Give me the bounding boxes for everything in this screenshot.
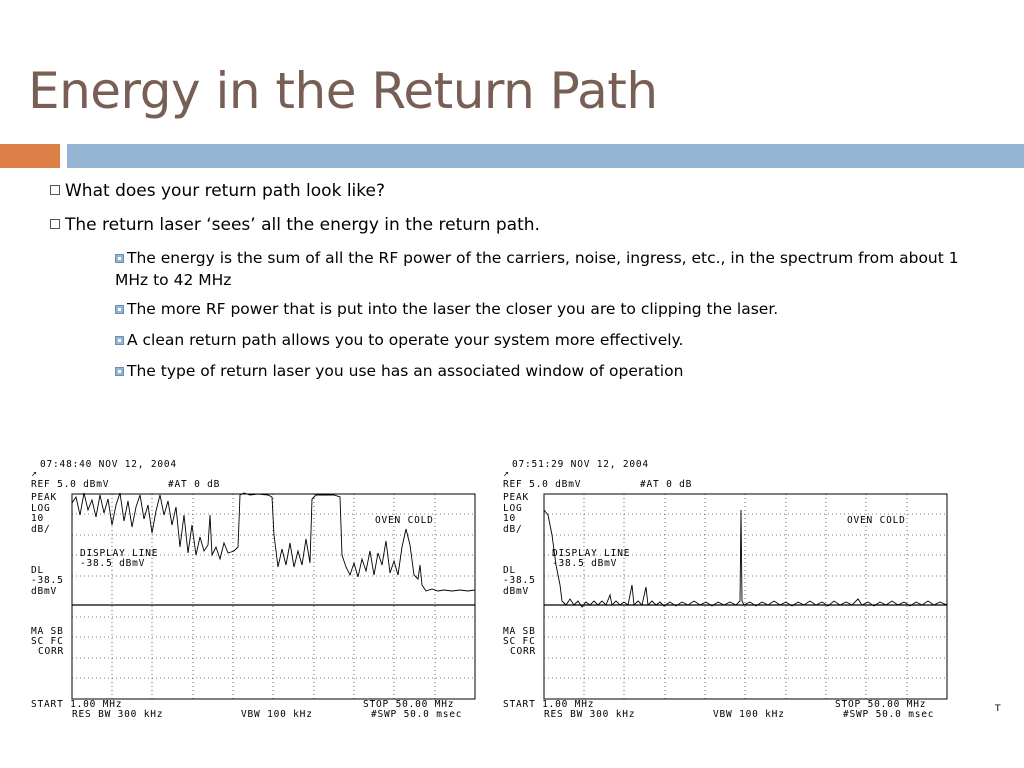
svg-text:dB/: dB/ [503,524,523,535]
bullet-text: What does your return path look like? [65,181,385,201]
filled-square-bullet-icon [115,336,124,345]
spectrum-analyzer-left [28,455,498,725]
svg-text:CORR: CORR [510,646,537,657]
timestamp: 07:51:29 NOV 12, 2004 [512,459,649,470]
svg-text:dBmV: dBmV [31,586,58,597]
subbullet-item [115,298,965,320]
attenuation: #AT 0 dB [640,479,693,490]
svg-text:#SWP 50.0 msec: #SWP 50.0 msec [371,709,463,720]
svg-text:-38.5 dBmV: -38.5 dBmV [552,558,618,569]
filled-square-bullet-icon [115,254,124,263]
svg-text:dBmV: dBmV [503,586,530,597]
bullet-text: The return laser ‘sees’ all the energy in the return path. [65,215,540,235]
subbullet-text: A clean return path allows you to operate your system more effectively. [127,331,684,349]
svg-text:VBW 100 kHz: VBW 100 kHz [713,709,785,720]
svg-text:DISPLAY LINE: DISPLAY LINE [80,548,159,559]
accent-bar-blue [67,144,1024,168]
svg-text:↗: ↗ [31,468,38,479]
svg-text:LOG: LOG [31,503,51,514]
svg-text:#SWP 50.0 msec: #SWP 50.0 msec [843,709,935,720]
subbullet-text: The more RF power that is put into the laser the closer you are to clipping the laser. [127,300,779,318]
subbullet-text: The type of return laser you use has an associated window of operation [127,362,684,380]
timestamp: 07:48:40 NOV 12, 2004 [40,459,177,470]
svg-text:-38.5: -38.5 [503,575,536,586]
filled-square-bullet-icon [115,367,124,376]
svg-text:STOP 50.00 MHz: STOP 50.00 MHz [363,699,455,710]
square-bullet-icon [50,185,60,195]
svg-text:OVEN COLD: OVEN COLD [375,515,434,526]
svg-text:SC FC: SC FC [503,636,536,647]
svg-text:10: 10 [31,513,45,524]
svg-text:START 1.00 MHz: START 1.00 MHz [31,699,123,710]
svg-text:-38.5: -38.5 [31,575,64,586]
svg-text:MA SB: MA SB [31,626,64,637]
svg-text:PEAK: PEAK [503,492,530,503]
square-bullet-icon [50,219,60,229]
svg-text:SC FC: SC FC [31,636,64,647]
bullet-item [50,215,540,235]
svg-text:DL: DL [31,565,45,576]
bullet-item [50,181,385,201]
subbullet-text: The energy is the sum of all the RF power of the carriers, noise, ingress, etc., in the spectrum from about 1 MHz to 42 MHz [115,249,959,289]
ref-level: REF 5.0 dBmV [503,479,582,490]
corner-mark: T [995,704,1001,714]
attenuation: #AT 0 dB [168,479,221,490]
svg-text:OVEN COLD: OVEN COLD [847,515,906,526]
svg-text:-38.5 dBmV: -38.5 dBmV [80,558,146,569]
svg-text:RES BW 300 kHz: RES BW 300 kHz [544,709,636,720]
svg-text:STOP 50.00 MHz: STOP 50.00 MHz [835,699,927,710]
ref-level: REF 5.0 dBmV [31,479,110,490]
svg-text:RES BW 300 kHz: RES BW 300 kHz [72,709,164,720]
svg-text:↗: ↗ [503,468,510,479]
svg-text:PEAK: PEAK [31,492,58,503]
svg-text:dB/: dB/ [31,524,51,535]
slide-title: Energy in the Return Path [28,62,658,120]
svg-text:DISPLAY LINE: DISPLAY LINE [552,548,631,559]
svg-text:START 1.00 MHz: START 1.00 MHz [503,699,595,710]
subbullet-item [115,360,965,382]
filled-square-bullet-icon [115,305,124,314]
spectrum-analyzer-right [500,455,970,725]
svg-text:VBW 100 kHz: VBW 100 kHz [241,709,313,720]
svg-text:LOG: LOG [503,503,523,514]
svg-text:DL: DL [503,565,517,576]
subbullet-item [115,329,965,351]
svg-text:10: 10 [503,513,517,524]
subbullet-item [115,247,965,291]
svg-text:CORR: CORR [38,646,65,657]
accent-bar-orange [0,144,60,168]
svg-text:MA SB: MA SB [503,626,536,637]
